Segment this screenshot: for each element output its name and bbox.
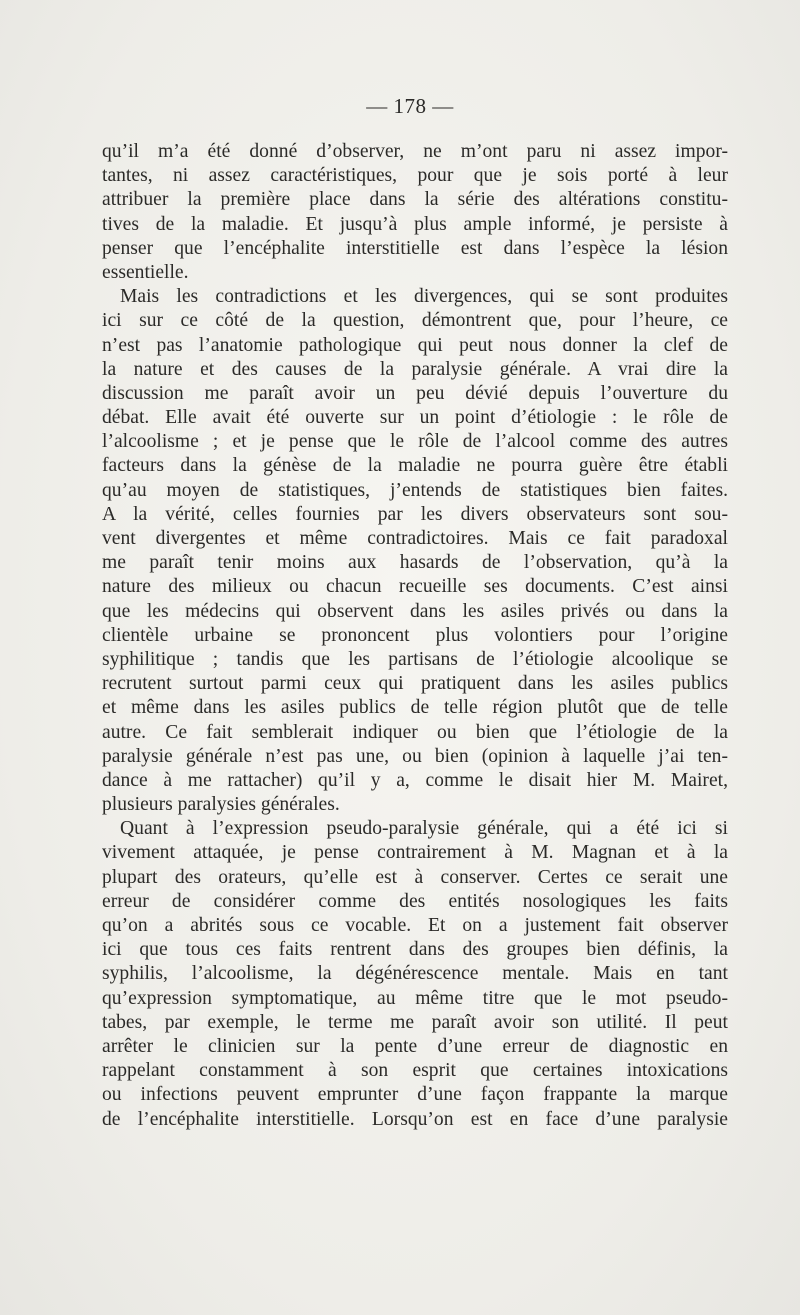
text-line: discussion me paraît avoir un peu dévié depuis l’ouverture du <box>102 382 728 404</box>
body-text <box>102 140 728 1132</box>
text-line: l’alcoolisme ; et je pense que le rôle de l’alcool comme des autres <box>102 431 728 453</box>
text-line: attribuer la première place dans la série des altérations constitu- <box>102 189 728 211</box>
text-line: qu’il m’a été donné d’observer, ne m’ont paru ni assez impor- <box>102 141 728 162</box>
text-line: erreur de considérer comme des entités nosologiques les faits <box>102 890 728 912</box>
text-line: recrutent surtout parmi ceux qui pratiquent dans les asiles publics <box>102 673 728 695</box>
text-line: ici que tous ces faits rentrent dans des groupes bien définis, la <box>102 939 728 961</box>
text-line: tabes, par exemple, le terme me paraît avoir son utilité. Il peut <box>102 1011 728 1033</box>
text-line: clientèle urbaine se prononcent plus volontiers pour l’origine <box>102 624 728 646</box>
text-line: tives de la maladie. Et jusqu’à plus ample informé, je persiste à <box>102 213 728 235</box>
text-line: que les médecins qui observent dans les asiles privés ou dans la <box>102 600 728 622</box>
text-line: syphilitique ; tandis que les partisans de l’étiologie alcoolique se <box>102 648 728 670</box>
text-line: essentielle. <box>102 261 189 283</box>
text-line: qu’expression symptomatique, au même titre que le mot pseudo- <box>102 987 728 1009</box>
text-line: autre. Ce fait semblerait indiquer ou bien que l’étiologie de la <box>102 721 728 743</box>
text-line: A la vérité, celles fournies par les divers observateurs sont sou- <box>102 503 728 525</box>
text-line: et même dans les asiles publics de telle région plutôt que de telle <box>102 697 728 719</box>
text-line: la nature et des causes de la paralysie générale. A vrai dire la <box>102 358 728 380</box>
text-line: débat. Elle avait été ouverte sur un point d’étiologie : le rôle de <box>102 407 728 429</box>
text-line: rappelant constamment à son esprit que certaines intoxications <box>102 1060 728 1082</box>
text-line: ici sur ce côté de la question, démontrent que, pour l’heure, ce <box>102 310 728 332</box>
text-line: Mais les contradictions et les divergences, qui se sont produites <box>120 286 728 308</box>
text-line: plusieurs paralysies générales. <box>102 794 340 816</box>
text-line: qu’au moyen de statistiques, j’entends de statistiques bien faites. <box>102 479 728 501</box>
text-line: ou infections peuvent emprunter d’une façon frappante la marque <box>102 1084 728 1106</box>
text-line: arrêter le clinicien sur la pente d’une erreur de diagnostic en <box>102 1035 728 1057</box>
text-line: qu’on a abrités sous ce vocable. Et on a justement fait observer <box>102 915 728 936</box>
text-line: facteurs dans la génèse de la maladie ne pourra guère être établi <box>102 455 728 477</box>
text-line: Quant à l’expression pseudo-paralysie générale, qui a été ici si <box>120 818 728 840</box>
text-line: plupart des orateurs, qu’elle est à conserver. Certes ce serait une <box>102 866 728 888</box>
text-line: paralysie générale n’est pas une, ou bien (opinion à laquelle j’ai ten- <box>102 745 728 767</box>
text-line: me paraît tenir moins aux hasards de l’observation, qu’à la <box>102 552 728 574</box>
text-line: tantes, ni assez caractéristiques, pour que je sois porté à leur <box>102 165 728 187</box>
text-line: nature des milieux ou chacun recueille ses documents. C’est ainsi <box>102 576 728 598</box>
text-line: dance à me rattacher) qu’il y a, comme le disait hier M. Mairet, <box>102 769 728 791</box>
text-line: penser que l’encéphalite interstitielle est dans l’espèce la lésion <box>102 237 728 259</box>
page-number: — 178 — <box>366 94 454 118</box>
text-line: vivement attaquée, je pense contrairement à M. Magnan et à la <box>102 842 728 864</box>
text-line: de l’encéphalite interstitielle. Lorsqu’on est en face d’une paralysie <box>102 1108 728 1130</box>
text-line: n’est pas l’anatomie pathologique qui peut nous donner la clef de <box>102 334 728 356</box>
text-line: syphilis, l’alcoolisme, la dégénérescence mentale. Mais en tant <box>102 963 728 985</box>
text-line: vent divergentes et même contradictoires. Mais ce fait paradoxal <box>102 528 728 549</box>
